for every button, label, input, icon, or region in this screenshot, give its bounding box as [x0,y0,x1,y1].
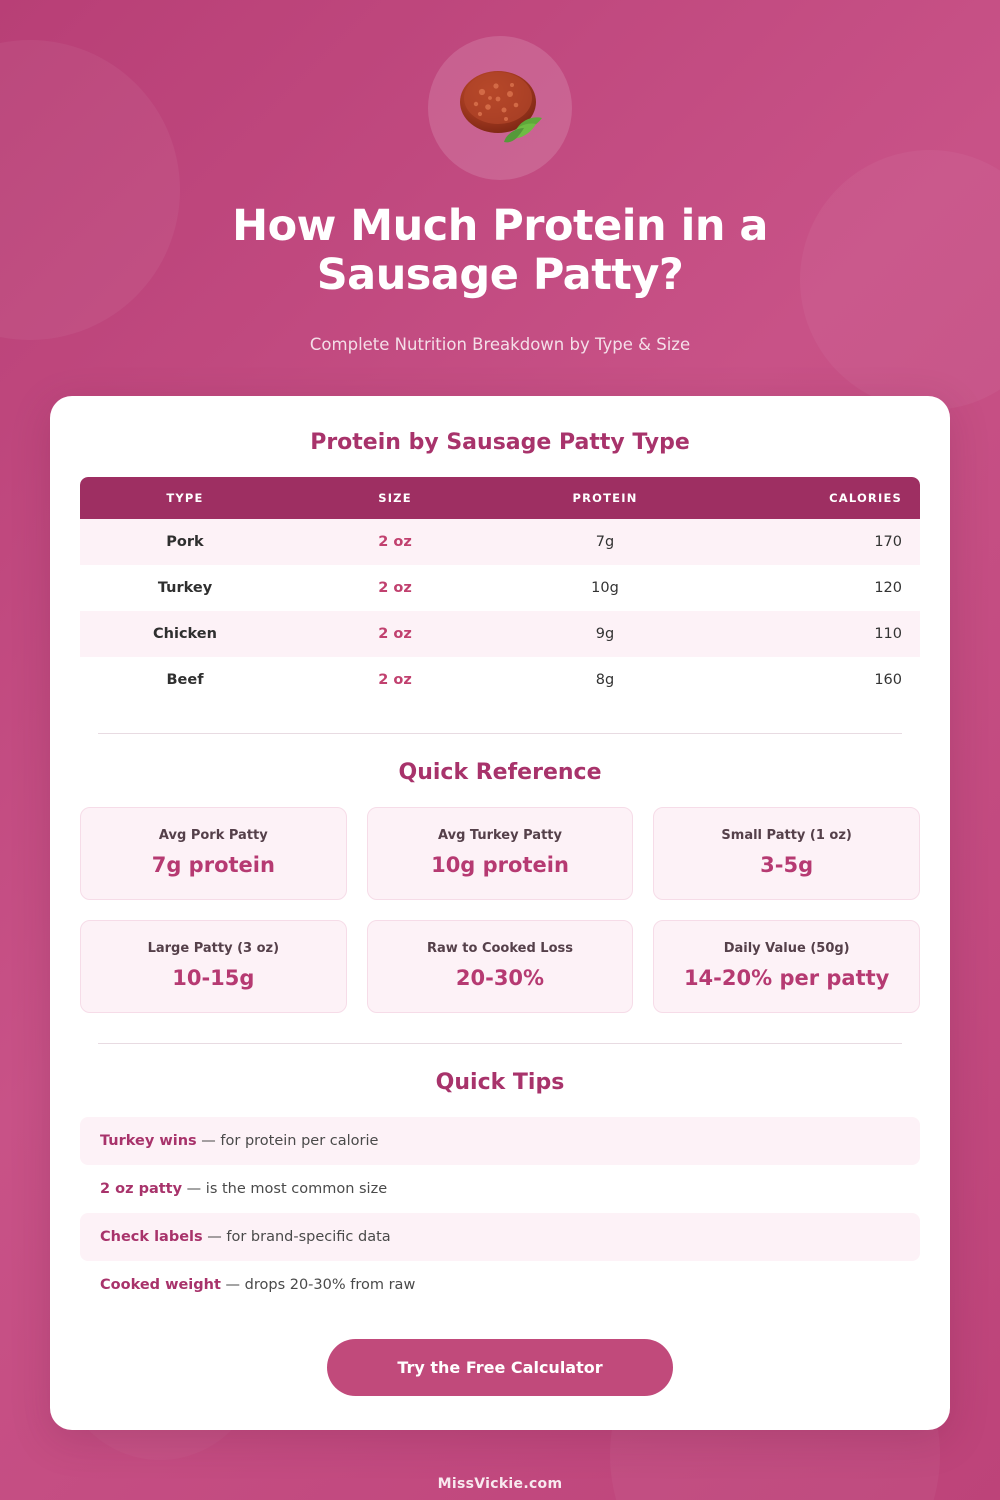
table-header-row [80,477,920,519]
quick-reference-title: Quick Reference [398,759,602,785]
tip-item [80,1213,920,1261]
cell-size: 2 oz [378,625,412,642]
column-header-calories: CALORIES [710,477,920,519]
content-card [50,396,950,1430]
sausage-patty-icon [444,52,556,164]
tip-text: — for protein per calorie [196,1132,379,1149]
cell-protein: 8g [595,671,615,688]
table-row [80,611,920,657]
cell-calories: 110 [874,625,902,642]
reference-card [80,920,347,1013]
reference-card [367,807,634,900]
cell-protein: 10g [591,579,619,596]
tip-lead: Cooked weight [100,1276,221,1293]
column-header-type: TYPE [80,477,290,519]
divider [98,733,902,734]
quick-tips-list [80,1117,920,1309]
cell-calories: 120 [874,579,902,596]
reference-value: 20-30% [455,965,545,990]
cell-protein: 9g [595,625,615,642]
reference-label: Daily Value (50g) [723,940,850,956]
cta-container [80,1339,920,1396]
page-header [0,0,1000,354]
tip-item [80,1261,920,1309]
cell-calories: 160 [874,671,902,688]
tip-text: — drops 20-30% from raw [220,1276,416,1293]
reference-card [80,807,347,900]
tip-item [80,1165,920,1213]
divider [98,1043,902,1044]
column-header-size: SIZE [290,477,500,519]
reference-label: Avg Turkey Patty [438,827,562,843]
cell-protein: 7g [595,533,615,550]
hero-icon-badge [428,36,572,180]
table-section-title: Protein by Sausage Patty Type [310,429,690,455]
footer-brand: MissVickie.com [437,1475,563,1492]
reference-value: 10g protein [431,852,569,877]
try-free-calculator-button[interactable]: Try the Free Calculator [327,1339,672,1396]
column-header-protein: PROTEIN [500,477,710,519]
reference-card [367,920,634,1013]
reference-label: Large Patty (3 oz) [147,940,280,956]
tip-item [80,1117,920,1165]
reference-card [653,920,920,1013]
page-subtitle: Complete Nutrition Breakdown by Type & Size [309,334,691,354]
tip-lead: Check labels [100,1228,203,1245]
reference-value: 7g protein [151,852,275,877]
reference-label: Avg Pork Patty [158,827,268,843]
reference-value: 10-15g [172,965,255,990]
quick-tips-title: Quick Tips [435,1069,565,1095]
tip-text: — is the most common size [182,1180,388,1197]
cell-type: Beef [166,671,204,688]
cell-size: 2 oz [378,671,412,688]
quick-reference-grid [80,807,920,1013]
tip-lead: 2 oz patty [100,1180,183,1197]
table-row [80,657,920,703]
cell-type: Pork [166,533,204,550]
cell-size: 2 oz [378,533,412,550]
cell-type: Chicken [153,625,217,642]
cell-type: Turkey [157,579,213,596]
cell-calories: 170 [874,533,902,550]
reference-value: 3-5g [760,852,814,877]
cell-size: 2 oz [378,579,412,596]
reference-card [653,807,920,900]
table-row [80,519,920,565]
reference-label: Small Patty (1 oz) [721,827,852,843]
table-row [80,565,920,611]
reference-value: 14-20% per patty [683,965,890,990]
reference-label: Raw to Cooked Loss [426,940,573,956]
tip-text: — for brand-specific data [202,1228,391,1245]
tip-lead: Turkey wins [100,1132,197,1149]
page-title: How Much Protein in a Sausage Patty? [232,201,768,301]
nutrition-table [80,477,920,703]
